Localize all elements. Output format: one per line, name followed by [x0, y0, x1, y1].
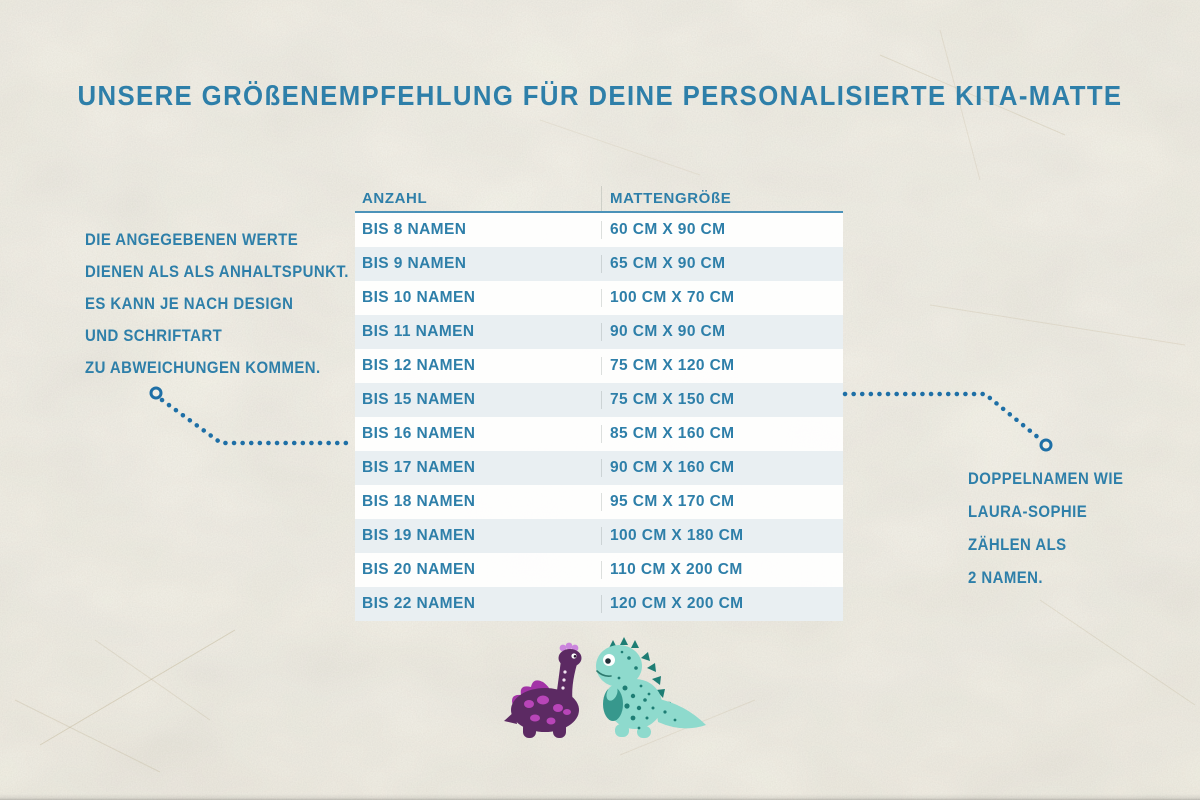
- page-title: UNSERE GRÖßENEMPFEHLUNG FÜR DEINE PERSONALISIERTE KITA-MATTE: [77, 80, 1123, 111]
- cell-anzahl: BIS 16 NAMEN: [362, 425, 476, 442]
- cell-mattengroesse: 75 CM X 150 CM: [601, 391, 843, 409]
- cell-mattengroesse: 110 CM X 200 CM: [601, 561, 843, 579]
- table-row: [355, 519, 843, 553]
- right-note-line: LAURA-SOPHIE: [968, 502, 1088, 521]
- cell-anzahl: BIS 12 NAMEN: [362, 357, 476, 374]
- dinosaur-illustrations: [497, 636, 717, 740]
- left-connector-line: [162, 400, 353, 443]
- size-table: [355, 186, 843, 621]
- cell-anzahl: BIS 20 NAMEN: [362, 561, 476, 578]
- cell-mattengroesse: 60 CM X 90 CM: [601, 221, 843, 239]
- column-header-mattengroesse: MATTENGRÖßE: [601, 186, 843, 211]
- table-row: [355, 417, 843, 451]
- table-row: [355, 587, 843, 621]
- cell-mattengroesse: 100 CM X 180 CM: [601, 527, 843, 545]
- right-note-line: DOPPELNAMEN WIE: [968, 469, 1124, 488]
- cell-anzahl: BIS 19 NAMEN: [362, 527, 476, 544]
- table-row: [355, 383, 843, 417]
- purple-dino-illustration: [504, 643, 582, 738]
- cell-mattengroesse: 95 CM X 170 CM: [601, 493, 843, 511]
- table-row: [355, 349, 843, 383]
- right-note-line: 2 NAMEN.: [968, 568, 1044, 587]
- table-row: [355, 213, 843, 247]
- left-note-line: ZU ABWEICHUNGEN KOMMEN.: [85, 358, 321, 377]
- cell-anzahl: BIS 18 NAMEN: [362, 493, 476, 510]
- table-row: [355, 247, 843, 281]
- cell-mattengroesse: 65 CM X 90 CM: [601, 255, 843, 273]
- cell-anzahl: BIS 8 NAMEN: [362, 221, 467, 238]
- right-note-line: ZÄHLEN ALS: [968, 535, 1067, 554]
- left-note-line: DIE ANGEGEBENEN WERTE: [85, 230, 299, 249]
- right-connector-endpoint: [1041, 440, 1051, 450]
- table-row: [355, 281, 843, 315]
- cell-anzahl: BIS 9 NAMEN: [362, 255, 467, 272]
- left-note-line: DIENEN ALS ALS ANHALTSPUNKT.: [85, 262, 349, 281]
- table-row: [355, 485, 843, 519]
- left-connector-endpoint: [151, 388, 161, 398]
- cell-anzahl: BIS 15 NAMEN: [362, 391, 476, 408]
- cell-anzahl: BIS 22 NAMEN: [362, 595, 476, 612]
- right-connector-line: [845, 394, 1040, 439]
- cell-mattengroesse: 90 CM X 90 CM: [601, 323, 843, 341]
- cell-mattengroesse: 85 CM X 160 CM: [601, 425, 843, 443]
- left-note-line: ES KANN JE NACH DESIGN: [85, 294, 294, 313]
- cell-anzahl: BIS 11 NAMEN: [362, 323, 475, 340]
- right-note: [968, 462, 1123, 594]
- cell-anzahl: BIS 10 NAMEN: [362, 289, 476, 306]
- cell-mattengroesse: 120 CM X 200 CM: [601, 595, 843, 613]
- teal-dino-illustration: [596, 637, 706, 738]
- table-row: [355, 451, 843, 485]
- left-note-line: UND SCHRIFTART: [85, 326, 223, 345]
- table-row: [355, 553, 843, 587]
- cell-mattengroesse: 90 CM X 160 CM: [601, 459, 843, 477]
- column-header-anzahl: ANZAHL: [362, 190, 428, 207]
- table-row: [355, 315, 843, 349]
- cell-mattengroesse: 75 CM X 120 CM: [601, 357, 843, 375]
- left-note: [85, 224, 349, 384]
- table-header-row: [355, 186, 843, 213]
- cell-anzahl: BIS 17 NAMEN: [362, 459, 476, 476]
- cell-mattengroesse: 100 CM X 70 CM: [601, 289, 843, 307]
